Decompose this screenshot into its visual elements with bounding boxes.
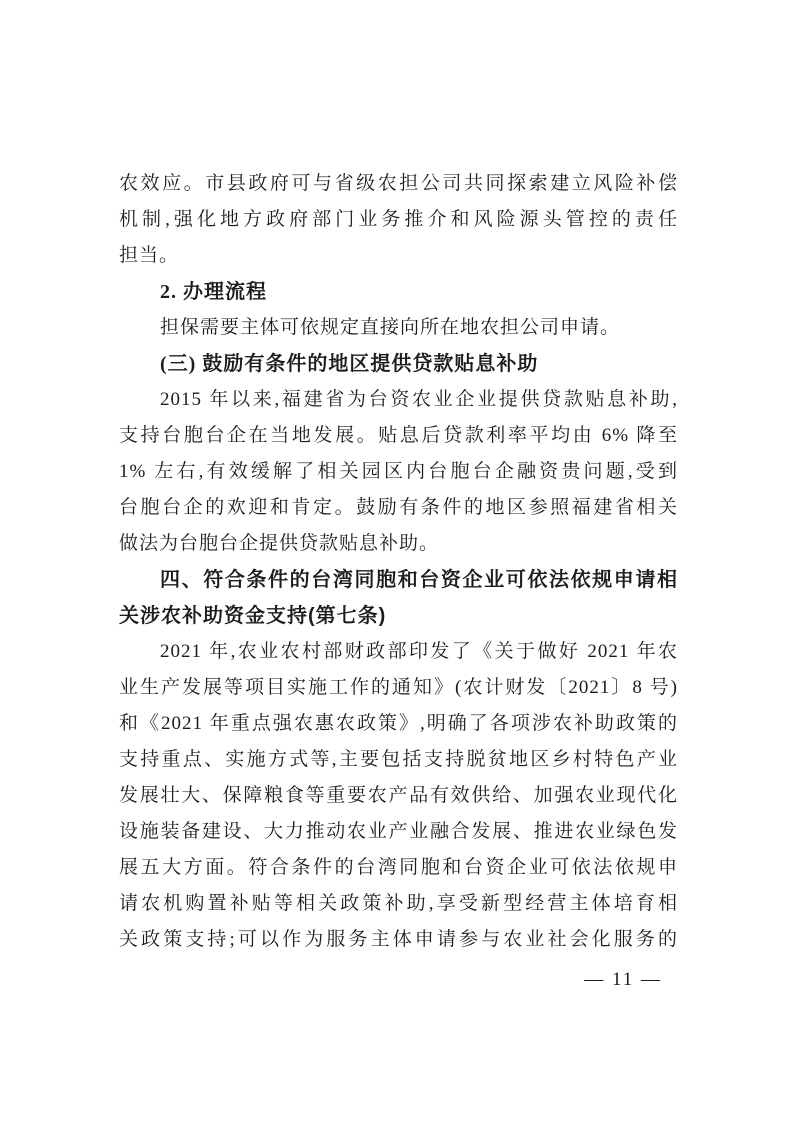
section-heading — [119, 562, 678, 634]
text-line: 关政策支持;可以作为服务主体申请参与农业社会化服务的 — [119, 929, 678, 950]
heading-line: 四、符合条件的台湾同胞和台资企业可依法依规申请相 — [160, 569, 678, 591]
text-line: 台胞台企的欢迎和肯定。鼓励有条件的地区参照福建省相关 — [119, 497, 678, 518]
text-line: 做法为台胞台企提供贷款贴息补助。 — [119, 533, 440, 554]
text-line: 发展壮大、保障粮食等重要农产品有效供给、加强农业现代化 — [119, 785, 678, 806]
text-line: 请农机购置补贴等相关政策补助,享受新型经营主体培育相 — [119, 893, 678, 914]
text-line: 支持台胞台企在当地发展。贴息后贷款利率平均由 6% 降至 — [119, 425, 678, 446]
heading-line: (三) 鼓励有条件的地区提供贷款贴息补助 — [160, 353, 539, 375]
text-line: 1% 左右,有效缓解了相关园区内台胞台企融资贵问题,受到 — [119, 461, 678, 482]
text-line: 2015 年以来,福建省为台资农业企业提供贷款贴息补助, — [160, 389, 678, 410]
text-line: 业生产发展等项目实施工作的通知》(农计财发〔2021〕8 号) — [119, 677, 678, 698]
paragraph — [119, 382, 678, 562]
heading-line: 关涉农补助资金支持(第七条) — [119, 605, 387, 627]
section-heading — [119, 274, 678, 310]
paragraph — [119, 634, 678, 958]
heading-line: 2. 办理流程 — [160, 281, 267, 303]
text-line: 2021 年,农业农村部财政部印发了《关于做好 2021 年农 — [160, 641, 678, 662]
text-line: 和《2021 年重点强农惠农政策》,明确了各项涉农补助政策的 — [119, 713, 678, 734]
text-line: 支持重点、实施方式等,主要包括支持脱贫地区乡村特色产业 — [119, 749, 678, 770]
paragraph — [119, 166, 678, 274]
text-line: 机制,强化地方政府部门业务推介和风险源头管控的责任 — [119, 209, 678, 230]
text-line: 担当。 — [119, 245, 180, 266]
text-line: 农效应。市县政府可与省级农担公司共同探索建立风险补偿 — [119, 173, 678, 194]
text-content — [119, 166, 678, 958]
page-number: — 11 — — [584, 969, 662, 990]
text-line: 担保需要主体可依规定直接向所在地农担公司申请。 — [160, 317, 621, 338]
text-line: 展五大方面。符合条件的台湾同胞和台资企业可依法依规申 — [119, 857, 678, 878]
section-heading — [119, 346, 678, 382]
text-line: 设施装备建设、大力推动农业产业融合发展、推进农业绿色发 — [119, 821, 678, 842]
paragraph — [119, 310, 678, 346]
